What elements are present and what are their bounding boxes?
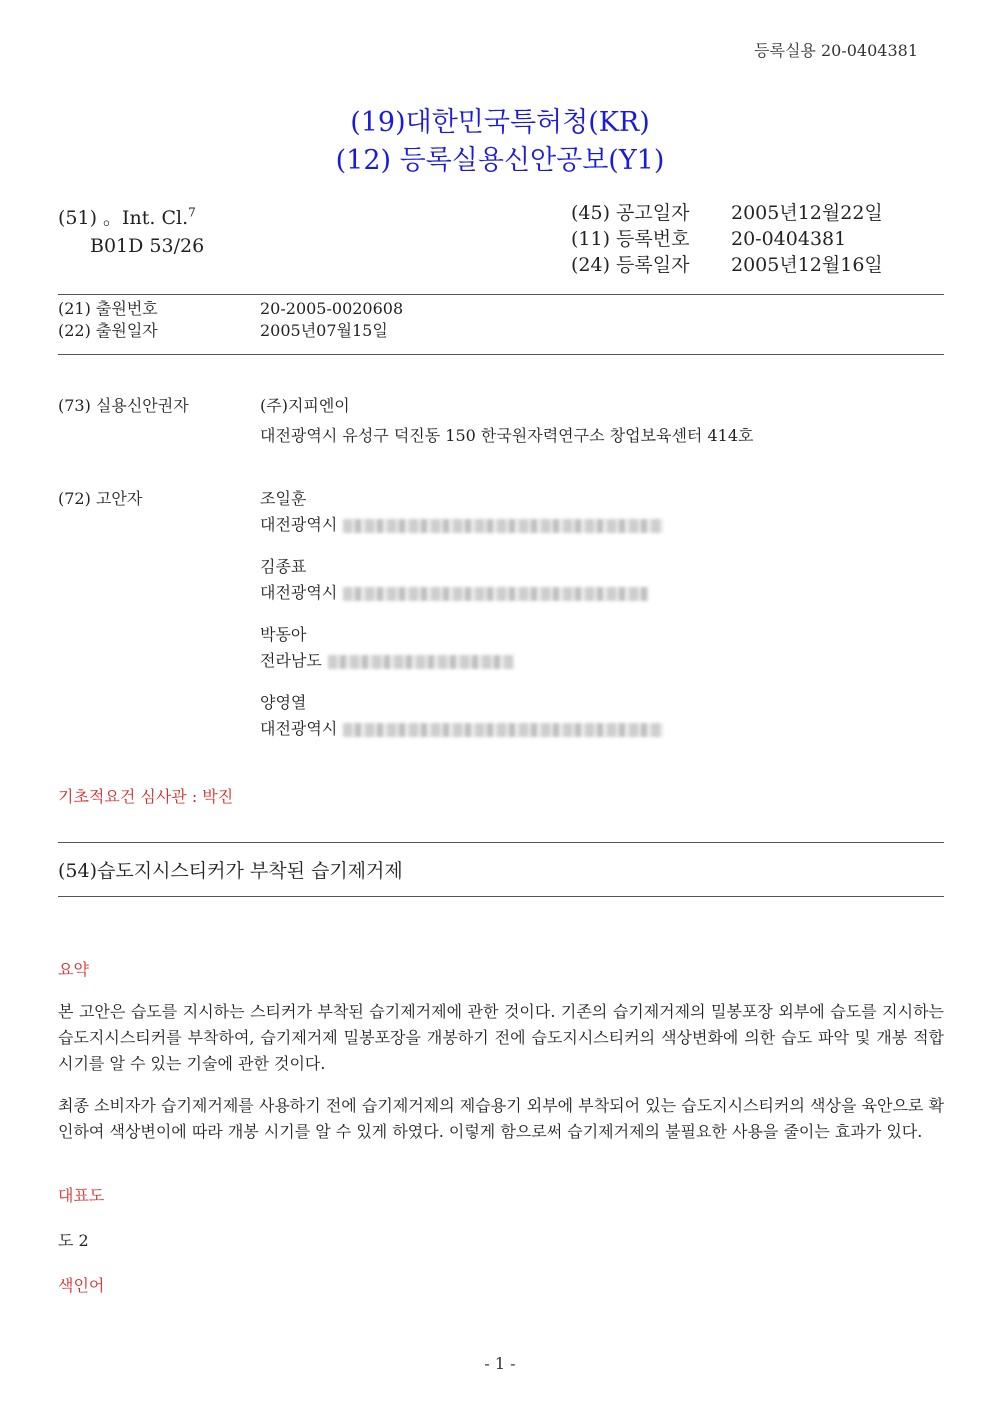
pubinfo-value: 2005년12월22일 [731,202,883,224]
inventor-name: 조일훈 [260,489,307,508]
pubinfo-label: (45) 공고일자 [571,202,690,224]
redacted-address [343,587,649,601]
divider [58,294,944,295]
ipc-classification [58,204,204,260]
pubinfo-label: (11) 등록번호 [571,228,690,250]
pubinfo-row [571,226,883,252]
abstract-heading: 요약 [58,960,89,979]
redacted-address [343,723,663,737]
application-number-value: 20-2005-0020608 [260,299,404,318]
holder-name: (주)지피엔이 [260,396,350,415]
office-title: (19)대한민국특허청(KR) [350,107,650,138]
examiner: 기초적요건 심사관 : 박진 [58,787,234,806]
inventor-city: 전라남도 [260,651,322,670]
inventor [260,623,663,673]
ipc-edition: 7 [188,205,196,220]
invention-title: (54)습도지시스티커가 부착된 습기제거제 [58,860,403,882]
inventor-city: 대전광역시 [260,583,338,602]
inventor-name: 김종표 [260,557,307,576]
inventor-address [260,717,663,741]
holder-address: 대전광역시 유성구 덕진동 150 한국원자력연구소 창업보육센터 414호 [260,426,754,445]
pubinfo-label: (24) 등록일자 [571,254,690,276]
application-number-label: (21) 출원번호 [58,299,158,318]
inventor-address [260,513,663,537]
inventors-row [58,487,663,741]
application-number-row [58,297,403,321]
pubinfo-value: 2005년12월16일 [731,254,883,276]
inventors-label: (72) 고안자 [58,489,143,508]
pubinfo-row [571,200,883,226]
inventor-name: 양영열 [260,693,307,712]
divider [58,896,944,897]
pubinfo-row [571,252,883,278]
application-date-label: (22) 출원일자 [58,321,158,340]
application-date-row [58,319,388,343]
representative-figure: 도 2 [58,1231,89,1250]
application-date-value: 2005년07월15일 [260,321,388,340]
publication-title [0,105,1000,179]
page-number: - 1 - [484,1354,516,1373]
inventor-address [260,649,663,673]
divider [58,842,944,843]
index-heading: 색인어 [58,1276,105,1295]
divider [58,354,944,355]
publication-info [571,200,883,278]
gazette-title: (12) 등록실용신안공보(Y1) [335,145,665,176]
inventor-city: 대전광역시 [260,719,338,738]
ipc-code: B01D 53/26 [90,235,205,257]
inventor [260,555,663,605]
redacted-address [343,519,663,533]
inventor-address [260,581,663,605]
document-number: 등록실용 20-0404381 [754,41,918,60]
inventor-city: 대전광역시 [260,515,338,534]
pubinfo-value: 20-0404381 [731,228,847,250]
inventor [260,691,663,741]
abstract-paragraph-2: 최종 소비자가 습기제거제를 사용하기 전에 습기제거제의 제습용기 외부에 부착되어 있는 습도지시스티커의 색상을 육안으로 확인하여 색상변이에 따라 개봉 시기를 알 수 있게 하였다. 이렇게 함으로써 습기제거제의 불필요한 사용을 줄이는 효과가 있다. [58,1096,944,1141]
abstract-paragraph-1: 본 고안은 습도를 지시하는 스티커가 부착된 습기제거제에 관한 것이다. 기존의 습기제거제의 밀봉포장 외부에 습도를 지시하는 습도지시스티커를 부착하여, 습기제거제 밀봉포장을 개봉하기 전에 습도지시스티커의 색상변화에 의한 습도 파악 및 개봉 적합 시기를 알 수 있는 기술에 관한 것이다. [58,1002,944,1073]
holder-label: (73) 실용신안권자 [58,396,189,415]
inventor-name: 박동아 [260,625,307,644]
representative-heading: 대표도 [58,1186,105,1205]
holder-row [58,394,753,448]
ipc-label: (51) 。Int. Cl. [58,207,189,229]
redacted-address [328,655,514,669]
inventor [260,487,663,537]
